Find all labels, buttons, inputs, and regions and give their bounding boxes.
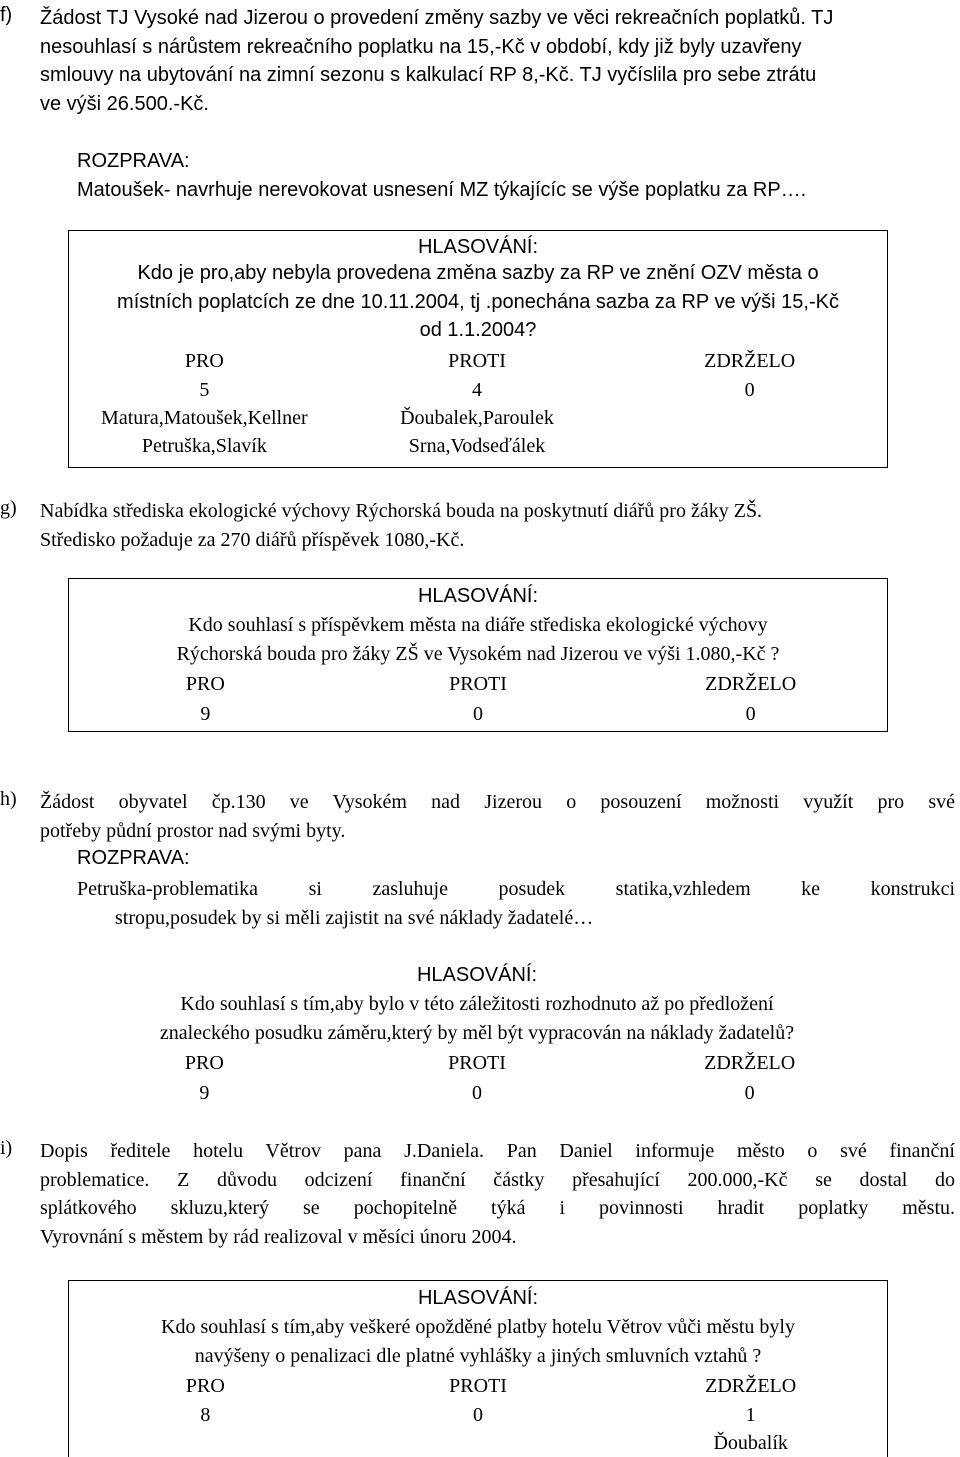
header-proti: PROTI [449, 1375, 507, 1397]
header-proti: PROTI [448, 350, 506, 372]
section-g-marker: g) [0, 497, 17, 519]
discussion-text: Matoušek- navrhuje nerevokovat usnesení MZ týkajícíc se výše poplatku za RP…. [77, 179, 807, 201]
section-f-line: smlouvy na ubytování na zimní sezonu s kalkulací RP 8,-Kč. TJ vyčíslila pro sebe ztrátu [40, 64, 817, 86]
count-zdrzelo [614, 1401, 887, 1457]
header-zdrzelo: ZDRŽELO [705, 673, 797, 695]
discussion-line: stropu,posudek by si měli zajistit na své náklady žadatelé… [115, 906, 594, 929]
header-zdrzelo: ZDRŽELO [704, 1052, 796, 1074]
vote-box-i [68, 1280, 888, 1457]
section-h-line: Žádost obyvatel čp.130 ve Vysokém nad Jizerou o posouzení možnosti využít pro své [40, 791, 955, 813]
section-f-line: Žádost TJ Vysoké nad Jizerou o provedení změny sazby ve věci rekreačních poplatků. TJ [40, 7, 834, 29]
names-line: Ďoubalek,Paroulek [400, 407, 554, 429]
count-zdrzelo: 0 [744, 1082, 755, 1104]
section-f-line: nesouhlasí s nárůstem rekreačního poplatku na 15,-Kč v období, kdy již byly uzavřeny [40, 35, 802, 58]
count-pro: 8 [200, 1404, 211, 1426]
count-proti: 0 [473, 1404, 483, 1426]
discussion-label: ROZPRAVA: [77, 847, 190, 869]
vote-question [69, 611, 887, 669]
count-proti: 0 [472, 1082, 482, 1104]
section-h-line: potřeby půdní prostor nad svými byty. [40, 819, 346, 842]
value: 0 [744, 379, 755, 401]
header-pro: PRO [184, 350, 224, 372]
count-proti: 0 [473, 703, 483, 725]
header-pro: PRO [185, 673, 225, 695]
vote-question [68, 990, 886, 1048]
section-f-marker: f) [0, 4, 13, 26]
vote-question-line: od 1.1.2004? [419, 319, 537, 341]
count-pro: 9 [199, 1082, 210, 1104]
vote-question [69, 259, 887, 345]
section-g-text [40, 497, 955, 554]
vote-heading: HLASOVÁNÍ: [417, 236, 539, 258]
names-line: Matura,Matoušek,Kellner [101, 407, 308, 429]
value: 5 [199, 379, 210, 401]
header-proti: PROTI [449, 673, 507, 695]
section-i-line: problematice. Z důvodu odcizení finanční částky přesahující 200.000,-Kč se dostal do [40, 1168, 955, 1191]
section-i-line: Vyrovnání s městem by rád realizoval v měsíci únoru 2004. [40, 1225, 517, 1248]
vote-heading: HLASOVÁNÍ: [416, 964, 538, 986]
section-h-marker: h) [0, 788, 17, 810]
vote-question-line: Kdo souhlasí s příspěvkem města na diáře střediska ekologické výchovy [188, 614, 768, 636]
vote-table-f [68, 346, 886, 466]
vote-question-line: navýšeny o penalizaci dle platné vyhlášky a jiných smluvních vztahů ? [194, 1345, 762, 1367]
vote-question-line: místních poplatcích ze dne 10.11.2004, tj .ponechána sazba za RP ve výši 15,-Kč [117, 290, 839, 313]
header-proti: PROTI [448, 1052, 506, 1074]
vote-question-line: Rýchorská bouda pro žáky ZŠ ve Vysokém nad Jizerou ve výši 1.080,-Kč ? [176, 643, 780, 665]
value: 4 [472, 379, 482, 401]
vote-question-line: znaleckého posudku záměru,který by měl být vypracován na náklady žadatelů? [159, 1022, 795, 1044]
count-zdrzelo: 0 [745, 703, 756, 725]
vote-question-line: Kdo souhlasí s tím,aby veškeré opožděné platby hotelu Větrov vůči městu byly [161, 1316, 795, 1338]
discussion-line: Petruška-problematika si zasluhuje posudek statika,vzhledem ke konstrukci [77, 878, 955, 900]
section-i-line: splátkového skluzu,který se pochopitelně týká i povinnosti hradit poplatky městu. [40, 1197, 955, 1219]
section-i-marker: i) [0, 1137, 13, 1159]
vote-question-line: Kdo souhlasí s tím,aby bylo v této záležitosti rozhodnuto až po předložení [180, 993, 774, 1015]
vote-question-line: Kdo je pro,aby nebyla provedena změna sazby za RP ve znění OZV města o [137, 262, 819, 284]
vote-question [69, 1313, 887, 1371]
count-proti [341, 376, 614, 460]
section-i-text [40, 1137, 955, 1251]
section-g-line: Nabídka střediska ekologické výchovy Rýchorská bouda na poskytnutí diářů pro žáky ZŠ. [40, 500, 763, 522]
vote-box-h [68, 958, 886, 1110]
section-i-line: Dopis ředitele hotelu Větrov pana J.Daniela. Pan Daniel informuje město o své finanční [40, 1140, 955, 1162]
header-zdrzelo: ZDRŽELO [704, 350, 796, 372]
count-pro [68, 376, 341, 460]
count-pro: 9 [200, 703, 211, 725]
names-line: Petruška,Slavík [141, 435, 267, 457]
section-f-line: ve výši 26.500.-Kč. [40, 92, 209, 115]
section-g-line: Středisko požaduje za 270 diářů příspěvek 1080,-Kč. [40, 528, 465, 551]
section-h-text [40, 788, 955, 845]
value: 1 [745, 1404, 756, 1426]
header-pro: PRO [185, 1375, 225, 1397]
section-f-text [40, 4, 955, 118]
discussion-label: ROZPRAVA: [77, 150, 190, 172]
discussion-text [77, 875, 955, 932]
count-zdrzelo [613, 376, 886, 460]
vote-box-g [68, 578, 888, 732]
names-line: Srna,Vodseďálek [408, 435, 546, 457]
header-pro: PRO [184, 1052, 224, 1074]
names-line: Ďoubalík [713, 1432, 788, 1454]
vote-heading: HLASOVÁNÍ: [417, 1287, 539, 1309]
header-zdrzelo: ZDRŽELO [705, 1375, 797, 1397]
vote-heading: HLASOVÁNÍ: [417, 585, 539, 607]
